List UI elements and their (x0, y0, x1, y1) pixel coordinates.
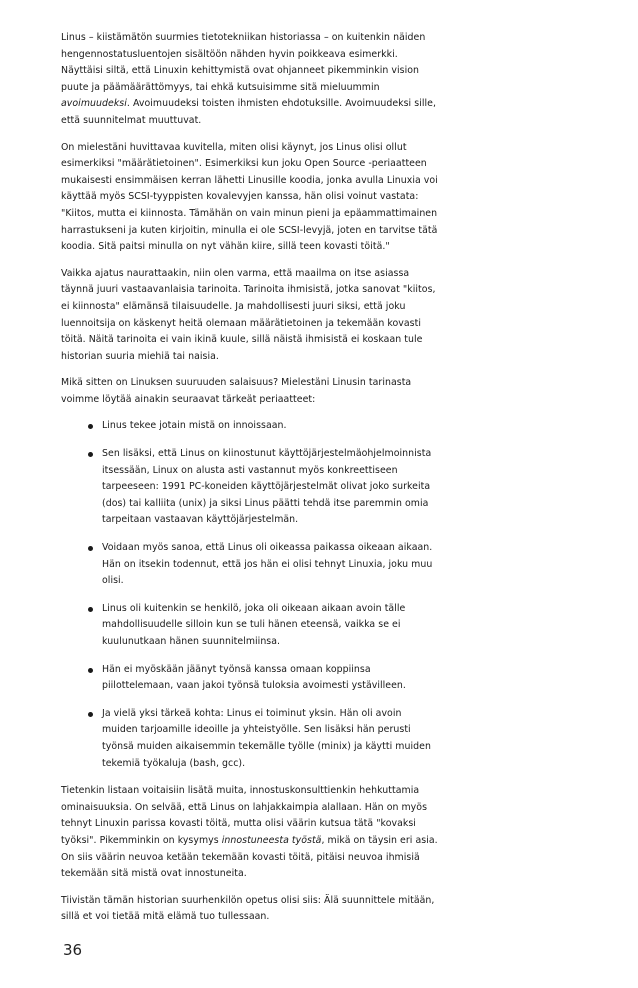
page-body (61, 30, 439, 936)
paragraph-determined: On mielestäni huvittavaa kuvitella, miten olisi käynyt, jos Linus olisi ollut esimerkiksi "määrätietoinen". Esimerkiksi kun joku Open Source -periaatteen mukaisesti ensimmäisen kerran lähetti Linusille koodia, jonka avulla Linuxia voi käyttää myös SCSI-tyyppisten kovalevyjen kanssa, hän olisi voinut vastata: "Kiitos, mutta ei kiinnosta. Tämähän on vain minun pieni ja epäammattimainen harrastukseni ja kuten kirjoitin, minulla ei ole SCSI-levyjä, joten en tarvitse tätä koodia. Sitä paitsi minulla on nyt vähän kiire, sillä teen kovasti töitä." (61, 141, 438, 253)
list-item: Voidaan myös sanoa, että Linus oli oikeassa paikassa oikeaan aikaan. Hän on itsekin todennut, että jos hän ei olisi tehnyt Linuxia, joku muu olisi. (61, 540, 439, 590)
principles-list (61, 418, 439, 772)
list-item: Linus oli kuitenkin se henkilö, joka oli oikeaan aikaan avoin tälle mahdollisuudelle silloin kun se tuli hänen eteensä, vaikka se ei kuulunutkaan hänen suunnitelmiinsa. (61, 601, 439, 651)
list-item: Linus tekee jotain mistä on innoissaan. (61, 418, 439, 435)
emphasis-innostuneesta-tyosta: innostuneesta työstä (221, 834, 322, 846)
page-number: 36 (63, 941, 83, 959)
list-item: Sen lisäksi, että Linus on kiinostunut käyttöjärjestelmäohjelmoinnista itsessään, Linux on alusta asti vastannut myös konkreettiseen tarpeeseen: 1991 PC-koneiden käyttöjärjestelmät olivat joko surkeita (dos) tai kalliita (unix) ja siksi Linus päätti tehdä itse paremmin omia tarpeitaan vastaavan käyttöjärjestelmän. (61, 446, 439, 529)
paragraph-summary: Tiivistän tämän historian suurhenkilön opetus olisi siis: Älä suunnittele mitään, sillä et voi tietää mitä elämä tuo tullessaan. (61, 894, 435, 923)
paragraph-stories: Vaikka ajatus naurattaakin, niin olen varma, että maailma on itse asiassa täynnä juuri vastaavanlaisia tarinoita. Tarinoita ihmisistä, jotka sanovat "kiitos, ei kiinnosta" elämänsä tilaisuudelle. Ja mahdollisesti juuri siksi, että joku luennoitsija on käskenyt heitä olemaan määrätietoinen ja tekemään kovasti töitä. Näitä tarinoita ei vain ikinä kuule, sillä näistä ihmisistä ei koskaan tule historian suuria miehiä tai naisia. (61, 267, 436, 362)
list-item: Ja vielä yksi tärkeä kohta: Linus ei toiminut yksin. Hän oli avoin muiden tarjoamille ideoille ja yhteistyölle. Sen lisäksi hän perusti työnsä muiden aikaisemmin tekemälle työlle (minix) ja käytti muiden tekemiä työkaluja (bash, gcc). (61, 706, 439, 772)
paragraph-list-extension: Tietenkin listaan voitaisiin lisätä muita, innostuskonsulttienkin hehkuttamia ominaisuuksia. On selvää, että Linus on lahjakkaimpia alallaan. Hän on myös tehnyt Linuxin parissa kovasti töitä, mutta olisi väärin kutsua tätä "kovaksi työksi". Pikemminkin on kysymys innostuneesta työstä, mikä on täysin eri asia. On siis väärin neuvoa ketään tekemään kovasti töitä, pitäisi neuvoa ihmisiä tekemään sitä mistä ovat innostuneita. (61, 785, 438, 880)
paragraph-intro: Linus – kiistämätön suurmies tietotekniikan historiassa – on kuitenkin näiden hengennostatusluentojen sisältöön nähden hyvin poikkeava esimerkki. Näyttäisi siltä, että Linuxin kehittymistä ovat ohjanneet pikemminkin vision puute ja päämäärättömyys, tai ehkä kutsuisimme sitä mieluummin avoimuudeksi. Avoimuudeksi toisten ihmisten ehdotuksille. Avoimuudeksi sille, että suunnitelmat muuttuvat. (61, 32, 436, 126)
emphasis-avoimuudeksi: avoimuudeksi (61, 98, 127, 110)
paragraph-secret: Mikä sitten on Linuksen suuruuden salaisuus? Mielestäni Linusin tarinasta voimme löytää ainakin seuraavat tärkeät periaatteet: (61, 377, 412, 405)
list-item: Hän ei myöskään jäänyt työnsä kanssa omaan koppiinsa piilottelemaan, vaan jakoi työnsä tuloksia avoimesti ystävilleen. (61, 662, 439, 695)
